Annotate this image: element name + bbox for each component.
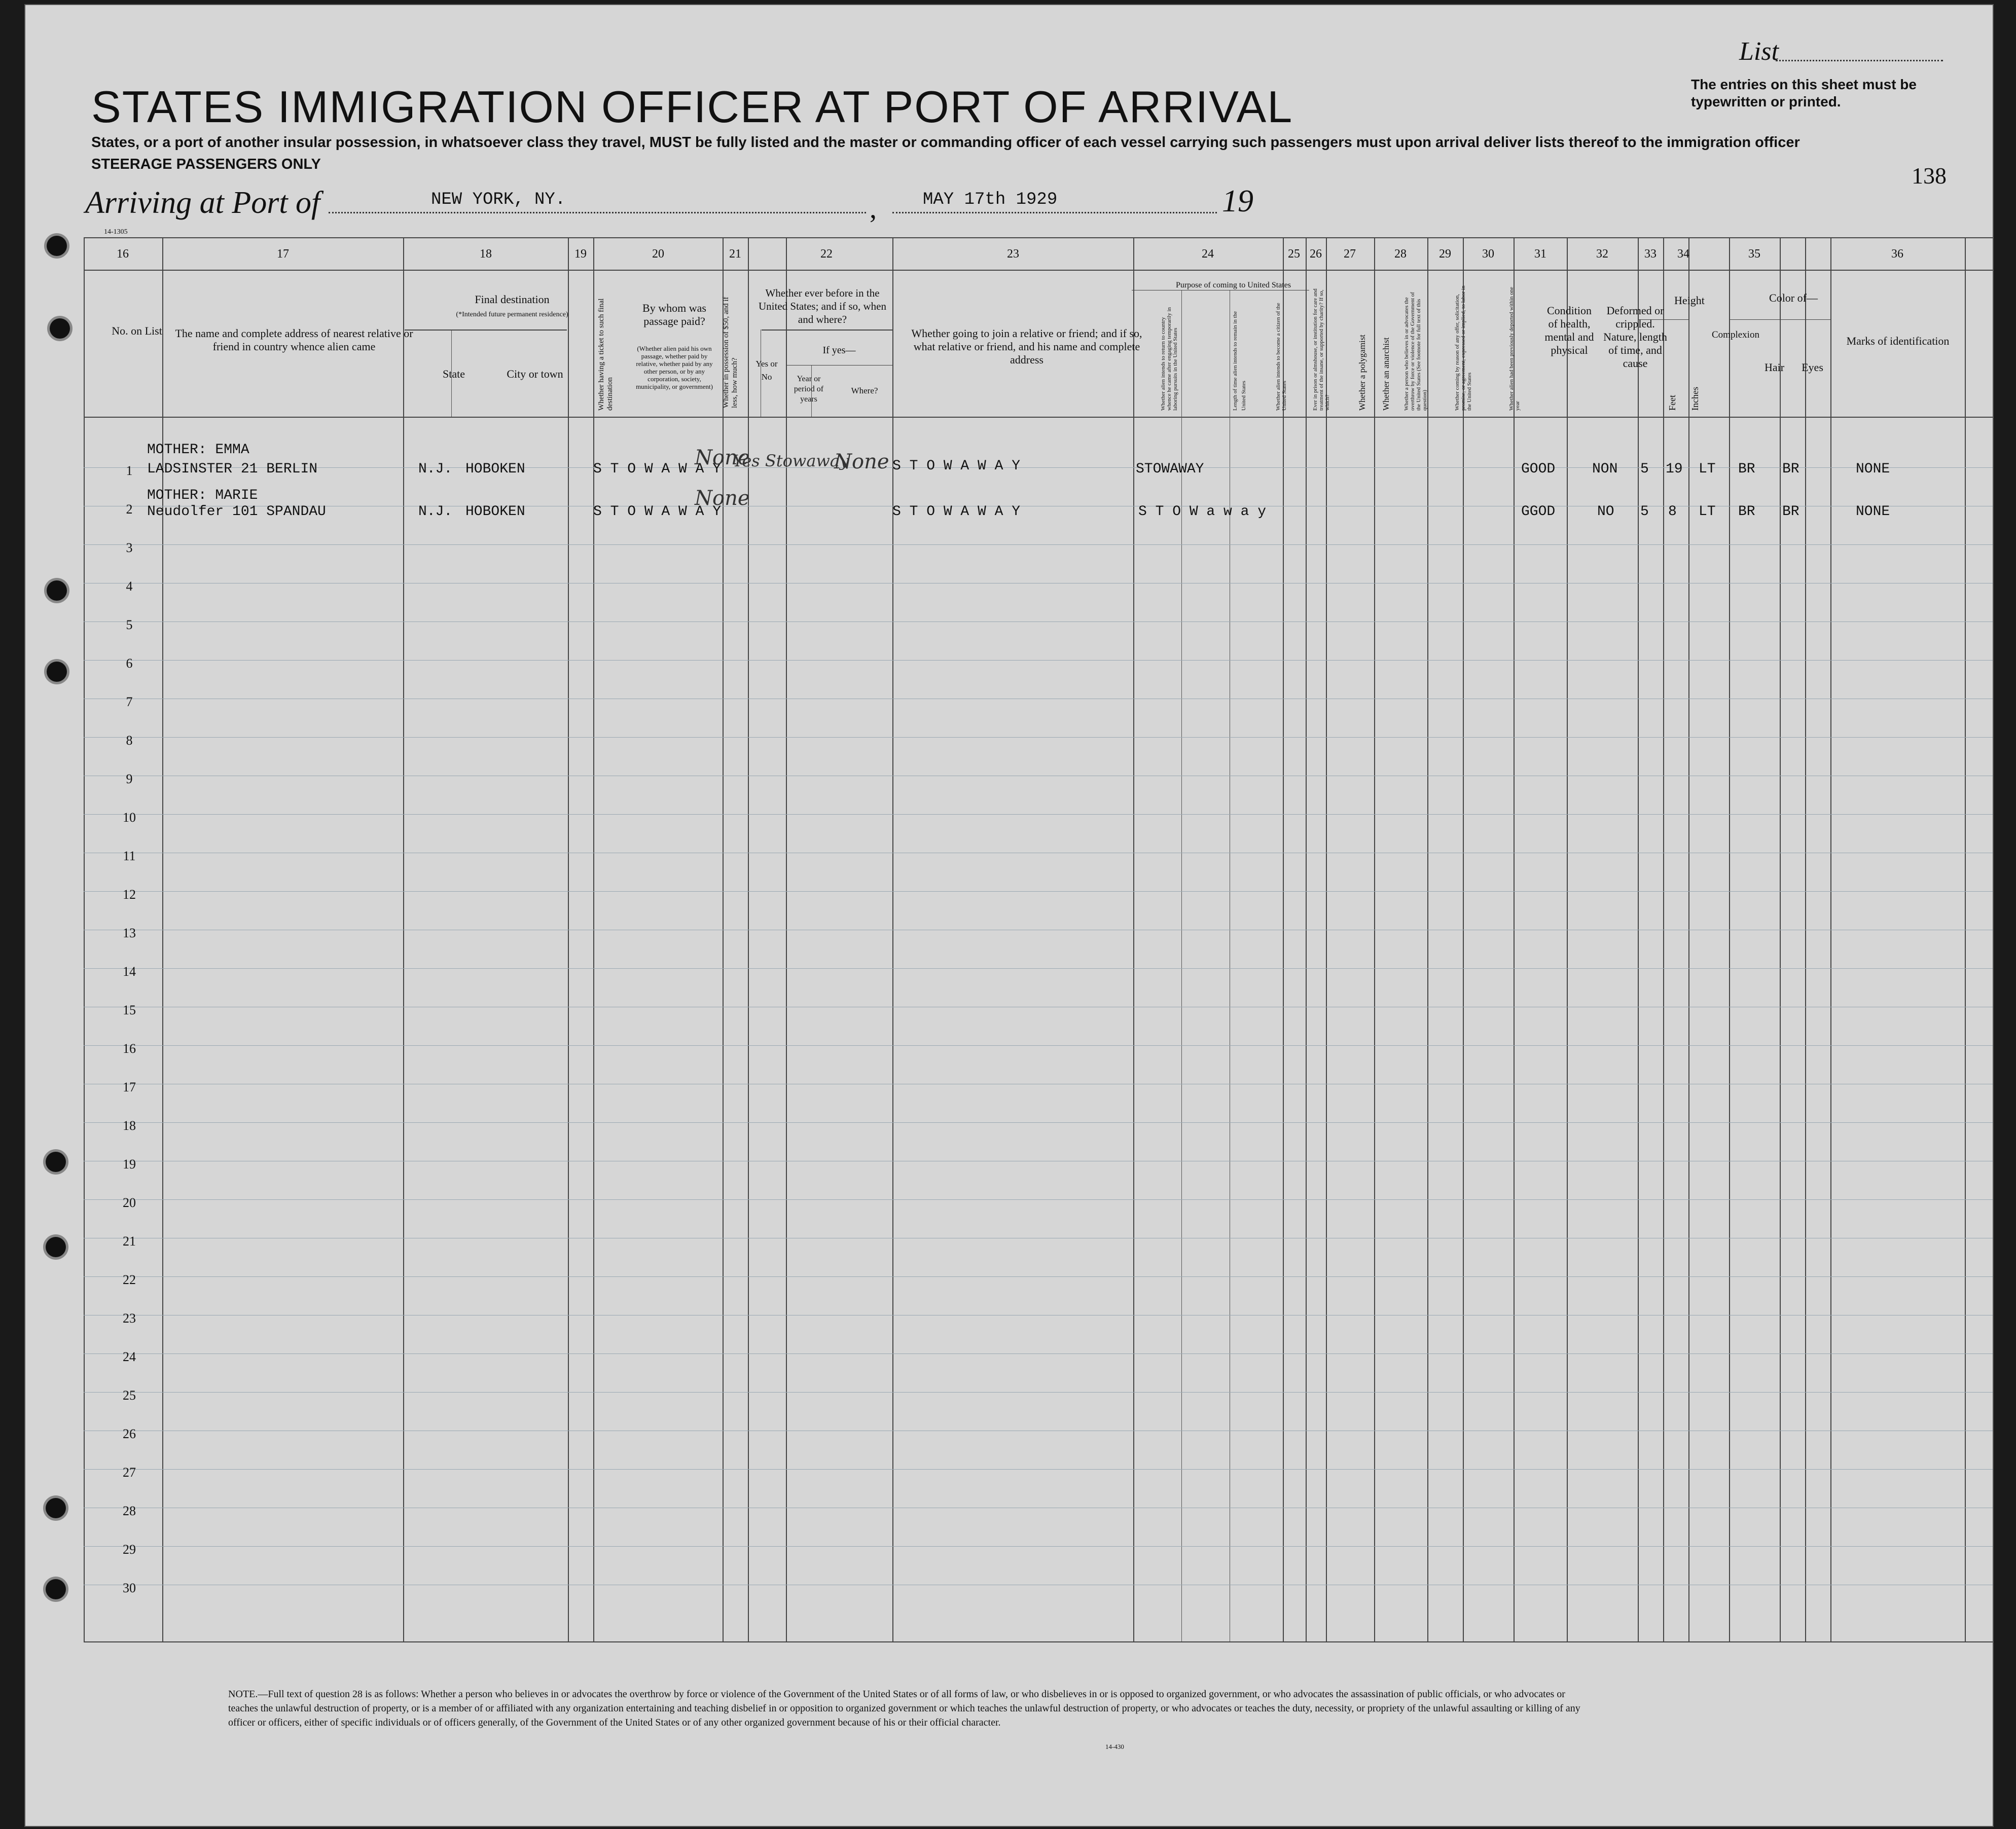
date-line [892, 212, 1217, 213]
column-number: 18 [480, 247, 492, 261]
row-line [84, 621, 1993, 622]
punch-hole [47, 662, 67, 682]
header-before-us: Whether ever before in the United States; and if so, when and where? [759, 287, 886, 325]
row2-passage: S T O W A W A Y [593, 504, 722, 520]
form-instructions: States, or a port of another insular possession, in whatsoever class they travel, MUST be fully listed and the master or commanding officer of each vessel carrying such passengers must upon arrival deliver lists thereof to the immigration officer [91, 134, 1800, 151]
height-subline [1639, 319, 1689, 320]
row-line [84, 1469, 1993, 1470]
punch-hole [50, 318, 70, 339]
row2-city: HOBOKEN [465, 504, 525, 520]
dest-subline [405, 330, 567, 331]
header-hair: Hair [1764, 361, 1785, 374]
row1-hand-where: None [834, 450, 889, 473]
row2-purpose: S T O W a w a y [1138, 504, 1267, 520]
row-number: 25 [123, 1388, 136, 1403]
row-line [84, 1546, 1993, 1547]
row1-inches: 19 [1666, 461, 1683, 477]
header-offer: Whether coming by reason of any offer, solicitation, promise, or agreement, expressed or implied, to labor in the United States [1454, 285, 1472, 411]
prev-subline [762, 330, 893, 331]
row1-passage: S T O W A W A Y [593, 461, 722, 477]
colnum-border [84, 270, 1993, 271]
row2-relative-line2: Neudolfer 101 SPANDAU [147, 504, 326, 520]
row2-hair: BR [1738, 504, 1755, 520]
column-number: 27 [1344, 247, 1356, 261]
row1-hand-prev: Yes Stowaway [733, 451, 849, 470]
header-fifty-dollars: Whether in possession of $50, and if less, how much? [722, 297, 739, 408]
manifest-sheet [24, 4, 1994, 1827]
row-number: 28 [123, 1504, 136, 1518]
header-joining: Whether going to join a relative or friend; and if so, what relative or friend, and his name and complete address [911, 327, 1142, 366]
header-period: Year or period of years [794, 375, 824, 404]
color-subline [1729, 319, 1830, 320]
row-number: 14 [123, 964, 136, 979]
column-number: 22 [820, 247, 833, 261]
column-number: 32 [1596, 247, 1608, 261]
punch-hole [46, 1237, 66, 1257]
header-purpose-c: Whether alien intends to become a citizen of the United States [1275, 303, 1287, 411]
column-number: 17 [277, 247, 289, 261]
row1-health: GOOD [1521, 461, 1556, 477]
row-number: 17 [123, 1080, 136, 1094]
header-if-yes: If yes— [822, 345, 856, 356]
row2-complexion: LT [1699, 504, 1716, 520]
row1-purpose: STOWAWAY [1136, 461, 1204, 477]
row2-state: N.J. [418, 504, 453, 520]
row-number: 30 [123, 1581, 136, 1595]
comma: , [870, 193, 877, 225]
row-number: 24 [123, 1349, 136, 1364]
row1-relative-line2: LADSINSTER 21 BERLIN [147, 461, 318, 477]
row-number: 6 [126, 656, 133, 671]
header-where: Where? [851, 386, 878, 395]
table-bottom-border [84, 1641, 1993, 1642]
header-health: Condition of health, mental and physical [1544, 304, 1594, 356]
row-number: 22 [123, 1272, 136, 1287]
header-state: State [443, 368, 465, 380]
steerage-label: STEERAGE PASSENGERS ONLY [91, 156, 321, 172]
row-number: 5 [126, 617, 133, 632]
column-number: 19 [574, 247, 587, 261]
row-number: 27 [123, 1465, 136, 1480]
header-final-destination: Final destination [475, 293, 550, 306]
row-number: 18 [123, 1118, 136, 1133]
entries-note: The entries on this sheet must be typewritten or printed. [1691, 77, 1917, 109]
row-line [84, 1045, 1993, 1046]
header-inches: Inches [1690, 387, 1700, 411]
row1-feet: 5 [1640, 461, 1649, 477]
list-line [1776, 60, 1943, 61]
column-number: 24 [1202, 247, 1214, 261]
row-number: 1 [126, 463, 133, 478]
row1-complexion: LT [1699, 461, 1716, 477]
column-number: 16 [117, 247, 129, 261]
row-line [84, 814, 1993, 815]
column-number: 36 [1891, 247, 1903, 261]
row-line [84, 1392, 1993, 1393]
header-purpose: Purpose of coming to United States [1175, 281, 1291, 289]
row-number: 26 [123, 1426, 136, 1441]
header-relative: The name and complete address of nearest relative or friend in country whence alien came [175, 327, 413, 353]
row-number: 10 [123, 810, 136, 825]
row-number: 4 [126, 579, 133, 594]
year-prefix: 19 [1222, 184, 1253, 218]
column-number: 25 [1288, 247, 1300, 261]
punch-hole [46, 1152, 66, 1172]
header-eyes: Eyes [1802, 361, 1823, 374]
header-no-on-list: No. on List [112, 324, 162, 337]
row2-joining: S T O W A W A Y [892, 504, 1021, 520]
header-feet: Feet [1667, 395, 1677, 411]
punch-hole [46, 1498, 66, 1518]
header-passage: By whom was passage paid? [642, 302, 706, 327]
port-line [329, 212, 866, 213]
row-number: 20 [123, 1195, 136, 1210]
row-number: 7 [126, 694, 133, 709]
row-number: 13 [123, 926, 136, 940]
row1-hair: BR [1738, 461, 1755, 477]
row-number: 3 [126, 540, 133, 555]
row-line [84, 891, 1993, 892]
column-number: 20 [652, 247, 664, 261]
row-number: 2 [126, 502, 133, 517]
page-number: 138 [1912, 163, 1947, 189]
row1-state: N.J. [418, 461, 453, 477]
row2-deformed: NO [1597, 504, 1614, 520]
row-number: 8 [126, 733, 133, 748]
column-number: 28 [1394, 247, 1407, 261]
header-ticket: Whether having a ticket to such final destination [597, 298, 614, 411]
column-number: 35 [1748, 247, 1760, 261]
form-code: 14-1305 [104, 228, 128, 236]
header-purpose-b: Length of time alien intends to remain in the United States [1232, 311, 1247, 411]
row1-city: HOBOKEN [465, 461, 525, 477]
row-number: 9 [126, 772, 133, 786]
sub-divider [1688, 319, 1689, 417]
row-number: 19 [123, 1157, 136, 1172]
list-label: List [1739, 37, 1779, 66]
row-number: 29 [123, 1542, 136, 1557]
header-anarchist: Whether an anarchist [1381, 337, 1391, 411]
header-passage-sub: (Whether alien paid his own passage, whether paid by relative, whether paid by any other person, or by any corporation, society, municipality, or government) [636, 345, 713, 390]
row1-eyes: BR [1782, 461, 1799, 477]
row-number: 21 [123, 1234, 136, 1249]
row2-marks: NONE [1856, 504, 1890, 520]
row-line [84, 1276, 1993, 1277]
header-color: Color of— [1769, 291, 1818, 304]
table-top-border [84, 237, 1993, 238]
form-title: STATES IMMIGRATION OFFICER AT PORT OF ARRIVAL [91, 82, 1293, 132]
row2-hand-ticket: None [695, 487, 750, 510]
row-number: 23 [123, 1311, 136, 1326]
port-value: NEW YORK, NY. [431, 190, 566, 209]
header-deported: Whether alien had been previously deported within one year [1508, 286, 1521, 411]
header-complexion: Complexion [1712, 330, 1759, 340]
row1-joining: S T O W A W A Y [892, 458, 1021, 474]
row-number: 16 [123, 1041, 136, 1056]
row2-relative-line1: MOTHER: MARIE [147, 488, 258, 503]
row-line [84, 544, 1993, 545]
row2-eyes: BR [1782, 504, 1799, 520]
row-number: 11 [123, 849, 136, 863]
footer-code: 14-430 [1105, 1743, 1124, 1750]
date-value: MAY 17th 1929 [923, 190, 1058, 209]
header-overthrow: Whether a person who believes in or advocates the overthrow by force or violence of the Government of the United States (See footnote for full text of this question) [1403, 292, 1428, 411]
row1-marks: NONE [1856, 461, 1890, 477]
header-height: Height [1674, 294, 1705, 307]
row2-inches: 8 [1668, 504, 1677, 520]
column-number: 31 [1534, 247, 1546, 261]
row-number: 12 [123, 887, 136, 902]
row1-deformed: NON [1592, 461, 1618, 477]
header-yes-no: Yes or No [755, 359, 778, 382]
header-polygamist: Whether a polygamist [1357, 334, 1367, 411]
column-number: 26 [1310, 247, 1322, 261]
row1-relative-line1: MOTHER: EMMA [147, 442, 249, 458]
column-number: 34 [1677, 247, 1689, 261]
row-line [84, 968, 1993, 969]
row2-feet: 5 [1640, 504, 1649, 520]
header-bottom-border [84, 417, 1993, 418]
column-number: 21 [729, 247, 741, 261]
row-line [84, 737, 1993, 738]
header-final-destination-sub: (*Intended future permanent residence) [456, 311, 568, 318]
header-marks: Marks of identification [1846, 335, 1950, 347]
row-line [84, 1199, 1993, 1200]
column-number: 33 [1644, 247, 1657, 261]
header-purpose-a: Whether alien intends to return to country whence he came after engaging temporarily in laboring pursuits in the United States [1160, 307, 1178, 411]
header-city: City or town [507, 368, 563, 380]
row2-health: GGOD [1521, 504, 1556, 520]
punch-hole [47, 580, 67, 601]
header-prison: Ever in prison or almshouse, or institution for care and treatment of the insane, or supported by charity? If so, which? [1312, 288, 1330, 411]
row1-hand-ticket: None [695, 446, 750, 469]
column-number: 30 [1482, 247, 1494, 261]
header-deformed: Deformed or crippled. Nature, length of time, and cause [1603, 304, 1667, 370]
row-line [84, 660, 1993, 661]
arriving-label: Arriving at Port of [85, 186, 320, 220]
column-number: 29 [1439, 247, 1451, 261]
footnote: NOTE.—Full text of question 28 is as follows: Whether a person who believes in or advocates the overthrow by force or violence of the Government of the United States or of all forms of law, or who disbelieves in or is opposed to organized government, or who advocates the assassination of public officials, or who advocates or teaches the unlawful destruction of property, or is a member of or affiliated with any organization entertaining and teaching disbelief in or opposition to organized government or which teaches the unlawful destruction of property, or who advocates or teaches the duty, necessity, or propriety of the unlawful assaulting or killing of any officer or officers, either of specific individuals or of officers generally, of the Government of the United States or of any other organized government because of his or their official character. [228, 1689, 1580, 1728]
punch-hole [47, 236, 67, 256]
row-number: 15 [123, 1003, 136, 1017]
punch-hole [46, 1579, 66, 1599]
column-number: 23 [1007, 247, 1019, 261]
row-line [84, 1122, 1993, 1123]
sub-divider [1181, 290, 1182, 1641]
